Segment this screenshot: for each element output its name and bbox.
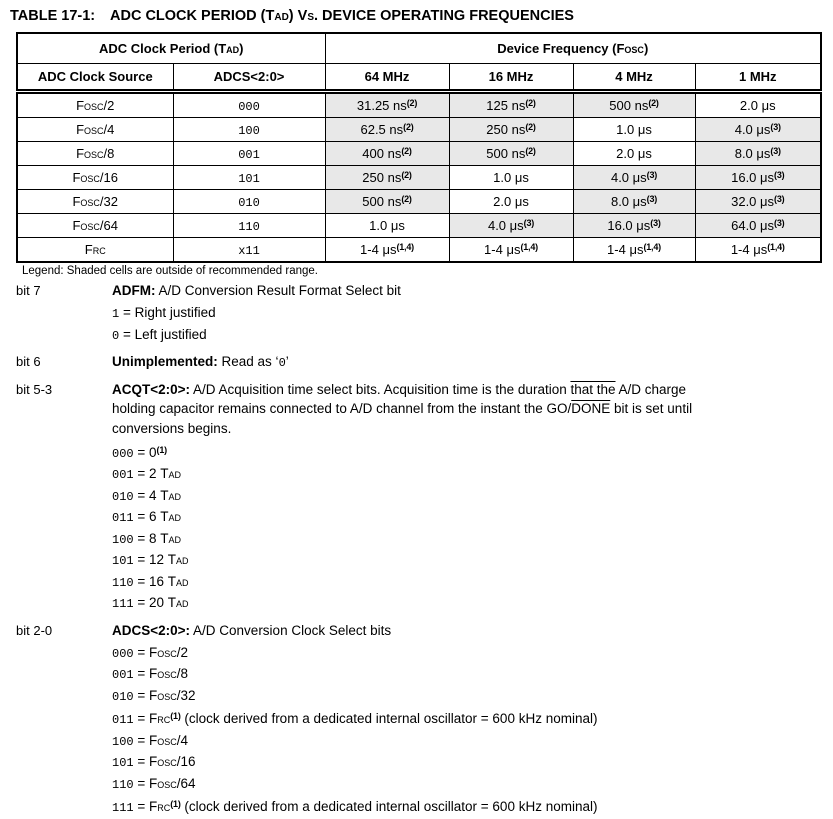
bit-section [16, 621, 833, 819]
bit-line [112, 795, 597, 819]
note-ref-superscript: (3) [650, 218, 661, 228]
table-cell [573, 166, 695, 190]
table-cell [573, 238, 695, 263]
bit-line [112, 752, 597, 774]
table-cell [449, 214, 573, 238]
note-ref-superscript: (1,4) [767, 242, 785, 252]
table-cell [573, 118, 695, 142]
bit-line [112, 352, 289, 374]
text-segment: A/D Conversion Result Format Select bit [155, 283, 401, 298]
note-ref-superscript: (3) [646, 194, 658, 204]
bit-line [112, 572, 692, 594]
text-segment: 010 [112, 489, 134, 504]
text-segment: 0 [278, 356, 286, 370]
text-segment: = 2 [133, 466, 161, 481]
text-segment: Frc [149, 799, 171, 814]
text-segment: holding capacitor remains connected to A/D channel from the instant the GO/ [112, 401, 572, 416]
text-segment: 500 ns [486, 146, 526, 161]
text-segment: Unimplemented: [112, 354, 218, 369]
text-segment: = Right justified [119, 305, 216, 320]
text-segment: /16 [176, 754, 196, 769]
note-ref-superscript: (2) [406, 98, 418, 108]
bit-line [112, 486, 692, 508]
text-segment: DEVICE OPERATING FREQUENCIES [318, 8, 574, 24]
text-segment: ADCS<2:0>: [112, 622, 191, 638]
text-segment: = 8 [133, 530, 161, 546]
text-segment: ADFM: [112, 283, 156, 298]
text-segment: A/D Conversion Clock Select bits [190, 622, 392, 638]
text-segment: 400 ns [362, 146, 402, 161]
text-segment: 1.0 μs [616, 122, 652, 137]
bit-line [112, 621, 597, 641]
note-ref-superscript: (2) [401, 194, 412, 204]
text-segment: Tad [167, 552, 189, 567]
text-segment: 2.0 μs [739, 98, 776, 113]
text-segment: 16 MHz [488, 69, 534, 84]
table-title-label: TABLE 17-1: [10, 8, 96, 24]
text-segment: ADC Clock Source [37, 69, 153, 84]
text-segment: 500 ns [609, 98, 649, 113]
note-ref-superscript: (2) [525, 146, 536, 156]
note-ref-superscript: (3) [774, 218, 785, 228]
note-ref-superscript: (1) [170, 799, 181, 809]
text-segment: /4 [176, 732, 189, 748]
table-cell [449, 92, 573, 118]
table-header-row-1 [17, 33, 821, 64]
note-ref-superscript: (3) [770, 146, 781, 156]
table-cell [325, 166, 449, 190]
text-segment: 500 ns [362, 194, 402, 209]
table-row [17, 190, 821, 214]
text-segment: Frc [84, 242, 106, 257]
text-segment: = [133, 711, 149, 726]
table-cell [695, 214, 821, 238]
adc-table-body [17, 92, 821, 263]
text-segment: ) [288, 8, 298, 24]
table-cell [17, 190, 173, 214]
table-row [17, 92, 821, 118]
text-segment: Fosc [149, 732, 177, 748]
text-segment: 111 [112, 597, 134, 611]
text-segment: 100 [112, 734, 134, 749]
table-cell [325, 118, 449, 142]
text-segment: ADC CLOCK PERIOD ( [110, 8, 266, 24]
text-segment: Fosc/4 [76, 122, 115, 137]
bit-line [112, 325, 401, 347]
table-title-text [110, 8, 574, 25]
bit-line [112, 664, 597, 686]
text-segment: = [133, 644, 149, 660]
bit-line [112, 464, 692, 486]
text-segment: x11 [238, 243, 260, 258]
table-cell [17, 214, 173, 238]
bit-line [112, 399, 692, 419]
text-segment: /2 [176, 644, 189, 660]
note-ref-superscript: (2) [525, 122, 536, 132]
bit-line [112, 529, 692, 551]
text-segment: = Left justified [119, 326, 207, 342]
note-ref-superscript: (1) [170, 711, 181, 721]
text-segment: 1-4 μs [607, 242, 644, 257]
text-segment: Tad [160, 466, 182, 481]
text-segment: Tad [167, 573, 189, 589]
table-cell [17, 118, 173, 142]
text-segment: Tad [167, 595, 189, 610]
table-cell [573, 190, 695, 214]
text-segment: Tad [160, 530, 182, 546]
table-cell [173, 238, 325, 263]
table-cell [17, 142, 173, 166]
adc-clock-table [16, 32, 822, 263]
text-segment: 64.0 μs [731, 218, 775, 233]
table-row [17, 142, 821, 166]
column-header [325, 64, 449, 92]
bit-line [112, 686, 597, 708]
bit-descriptions [16, 281, 833, 819]
text-segment: 1.0 μs [493, 170, 529, 185]
text-segment: DONE [571, 401, 611, 416]
text-segment: 8.0 μs [610, 194, 647, 209]
bit-section [16, 281, 833, 346]
table-row [17, 118, 821, 142]
text-segment: Tad [160, 509, 182, 524]
text-segment: Fosc/16 [72, 170, 118, 185]
text-segment: 2.0 μs [616, 146, 652, 161]
text-segment: /64 [176, 775, 196, 791]
bit-line [112, 419, 692, 439]
bit-label: bit 6 [16, 354, 41, 369]
text-segment: 010 [238, 195, 260, 210]
table-cell [17, 238, 173, 263]
table-cell [695, 238, 821, 263]
bit-line [112, 643, 597, 665]
table-cell [173, 190, 325, 214]
table-cell [173, 92, 325, 118]
text-segment: 125 ns [486, 98, 526, 113]
table-cell [325, 142, 449, 166]
text-segment: 4 MHz [615, 69, 653, 84]
table-cell [173, 118, 325, 142]
note-ref-superscript: (2) [401, 146, 412, 156]
text-segment: Read as ‘ [217, 354, 279, 369]
bit-label: bit 2-0 [16, 622, 53, 638]
text-segment: that the [570, 381, 616, 397]
text-segment: = [133, 754, 149, 769]
text-segment: 001 [112, 668, 134, 682]
text-segment: = 20 [133, 595, 168, 610]
text-segment: ACQT<2:0>: [112, 381, 191, 397]
bit-line [112, 593, 692, 615]
text-segment: Fosc/2 [76, 98, 115, 113]
table-cell [695, 118, 821, 142]
table-cell [449, 142, 573, 166]
text-segment: Frc [149, 711, 171, 726]
text-segment: = 4 [133, 487, 161, 503]
text-segment: 16.0 μs [607, 218, 651, 233]
text-segment: 4.0 μs [487, 218, 524, 233]
bit-line [112, 731, 597, 753]
text-segment: /8 [176, 666, 189, 681]
text-segment: 000 [112, 446, 134, 461]
bit-line [112, 550, 692, 572]
table-cell [449, 190, 573, 214]
text-segment: 1-4 μs [484, 242, 521, 257]
text-segment: /32 [176, 687, 196, 703]
text-segment: (clock derived from a dedicated internal oscillator = 600 kHz nominal) [180, 711, 598, 726]
text-segment: 4.0 μs [610, 170, 647, 185]
text-segment: 64 MHz [364, 69, 410, 84]
note-ref-superscript: (2) [648, 98, 659, 108]
text-segment: (clock derived from a dedicated internal oscillator = 600 kHz nominal) [180, 799, 598, 814]
table-cell [173, 142, 325, 166]
adc-table-head [17, 33, 821, 92]
text-segment: = [133, 666, 149, 681]
text-segment: 2.0 μs [493, 194, 529, 209]
column-group-header [325, 33, 821, 64]
text-segment: = [133, 775, 149, 791]
text-segment: 16.0 μs [731, 170, 775, 185]
text-segment: Fosc [149, 687, 177, 703]
text-segment: Fosc [149, 775, 177, 791]
text-segment: 4.0 μs [734, 122, 771, 137]
text-segment: 000 [238, 99, 260, 114]
text-segment: 62.5 ns [360, 122, 404, 137]
note-ref-superscript: (1,4) [643, 242, 661, 252]
text-segment: 101 [238, 171, 260, 186]
text-segment: = 6 [133, 509, 161, 524]
text-segment: 110 [238, 219, 260, 234]
text-segment: Vs. [297, 8, 319, 24]
text-segment: 101 [112, 756, 134, 770]
text-segment: 0 [112, 328, 120, 343]
text-segment: 100 [238, 123, 260, 138]
bit-line [112, 774, 597, 796]
text-segment: ’ [285, 354, 289, 369]
text-segment: Fosc/64 [72, 218, 118, 233]
table-cell [325, 190, 449, 214]
text-segment: = 0 [133, 444, 157, 460]
note-ref-superscript: (3) [774, 194, 785, 204]
text-segment: Fosc [149, 644, 177, 660]
note-ref-superscript: (2) [401, 170, 412, 180]
bit-line [112, 303, 401, 325]
bit-label: bit 7 [16, 283, 41, 298]
text-segment: Fosc [616, 41, 644, 56]
text-segment: ) [643, 41, 649, 56]
table-cell [17, 92, 173, 118]
table-cell [325, 92, 449, 118]
bit-content [112, 621, 597, 819]
text-segment: Device Frequency ( [497, 41, 617, 56]
text-segment: 011 [112, 713, 134, 727]
text-segment: 250 ns [362, 170, 402, 185]
text-segment: 111 [112, 801, 134, 815]
table-row [17, 166, 821, 190]
table-cell [695, 142, 821, 166]
table-cell [573, 142, 695, 166]
table-cell [173, 166, 325, 190]
text-segment: 101 [112, 554, 134, 568]
text-segment: 011 [112, 511, 134, 525]
text-segment: = 12 [133, 552, 168, 567]
text-segment: 001 [238, 147, 260, 162]
text-segment: 110 [112, 777, 134, 792]
table-cell [325, 238, 449, 263]
table-cell [695, 166, 821, 190]
column-header [449, 64, 573, 92]
bit-line [112, 507, 692, 529]
text-segment: Fosc [149, 666, 177, 681]
note-ref-superscript: (2) [525, 98, 536, 108]
text-segment: = 16 [133, 573, 168, 589]
table-row [17, 238, 821, 263]
text-segment: = [133, 687, 149, 703]
text-segment: 1.0 μs [369, 218, 405, 233]
text-segment: 1-4 μs [360, 242, 397, 257]
bit-content [112, 281, 401, 346]
table-cell [173, 214, 325, 238]
text-segment: = [133, 799, 149, 814]
text-segment: 1 [112, 307, 120, 321]
text-segment: A/D Acquisition time select bits. Acquisition time is the duration [190, 381, 571, 397]
text-segment: A/D charge [615, 381, 687, 397]
table-title [10, 8, 833, 25]
text-segment: Fosc [149, 754, 177, 769]
text-segment: = [133, 732, 149, 748]
text-segment: 010 [112, 689, 134, 704]
text-segment: 31.25 ns [356, 98, 407, 113]
text-segment: ) [239, 41, 244, 56]
text-segment: bit is set until [610, 401, 693, 416]
bit-line [112, 281, 401, 301]
note-ref-superscript: (3) [770, 122, 781, 132]
text-segment: Fosc/8 [76, 146, 115, 161]
text-segment: 001 [112, 468, 134, 482]
bit-section [16, 380, 833, 615]
column-header [695, 64, 821, 92]
table-cell [573, 92, 695, 118]
table-header-row-2 [17, 64, 821, 92]
document-page [0, 8, 833, 815]
table-cell [695, 92, 821, 118]
table-cell [325, 214, 449, 238]
bit-label: bit 5-3 [16, 381, 53, 397]
text-segment: Fosc/32 [72, 194, 118, 209]
note-ref-superscript: (3) [523, 218, 535, 228]
text-segment: 110 [112, 575, 134, 590]
text-segment: 000 [112, 646, 134, 661]
text-segment: Tad [218, 41, 240, 56]
note-ref-superscript: (1,4) [520, 242, 538, 252]
legend-clipped-line: Legend: Shaded cells are outside of recommended range. [22, 265, 319, 277]
text-segment: 1 MHz [738, 69, 777, 84]
column-group-header [17, 33, 325, 64]
text-segment: Tad [160, 487, 182, 503]
text-segment: 32.0 μs [731, 194, 775, 209]
text-segment: 250 ns [486, 122, 526, 137]
note-ref-superscript: (3) [646, 170, 658, 180]
bit-content [112, 380, 692, 615]
note-ref-superscript: (1,4) [396, 242, 414, 252]
table-cell [573, 214, 695, 238]
bit-section [16, 352, 833, 374]
bit-line [112, 380, 692, 400]
text-segment: ADCS<2:0> [213, 69, 285, 84]
table-cell [695, 190, 821, 214]
column-header [573, 64, 695, 92]
column-header [17, 64, 173, 92]
bit-line [112, 707, 597, 731]
text-segment: Tad [265, 8, 289, 24]
bit-content [112, 352, 289, 374]
table-cell [449, 166, 573, 190]
note-ref-superscript: (3) [774, 170, 785, 180]
text-segment: 8.0 μs [734, 146, 771, 161]
text-segment: conversions begins. [112, 420, 232, 436]
table-cell [449, 238, 573, 263]
note-ref-superscript: (2) [403, 122, 414, 132]
table-cell [17, 166, 173, 190]
text-segment: ADC Clock Period ( [99, 41, 219, 56]
column-header [173, 64, 325, 92]
note-ref-superscript: (1) [156, 444, 167, 455]
bit-line [112, 441, 692, 465]
table-row [17, 214, 821, 238]
text-segment: 100 [112, 532, 134, 547]
table-cell [449, 118, 573, 142]
text-segment: 1-4 μs [730, 242, 768, 257]
